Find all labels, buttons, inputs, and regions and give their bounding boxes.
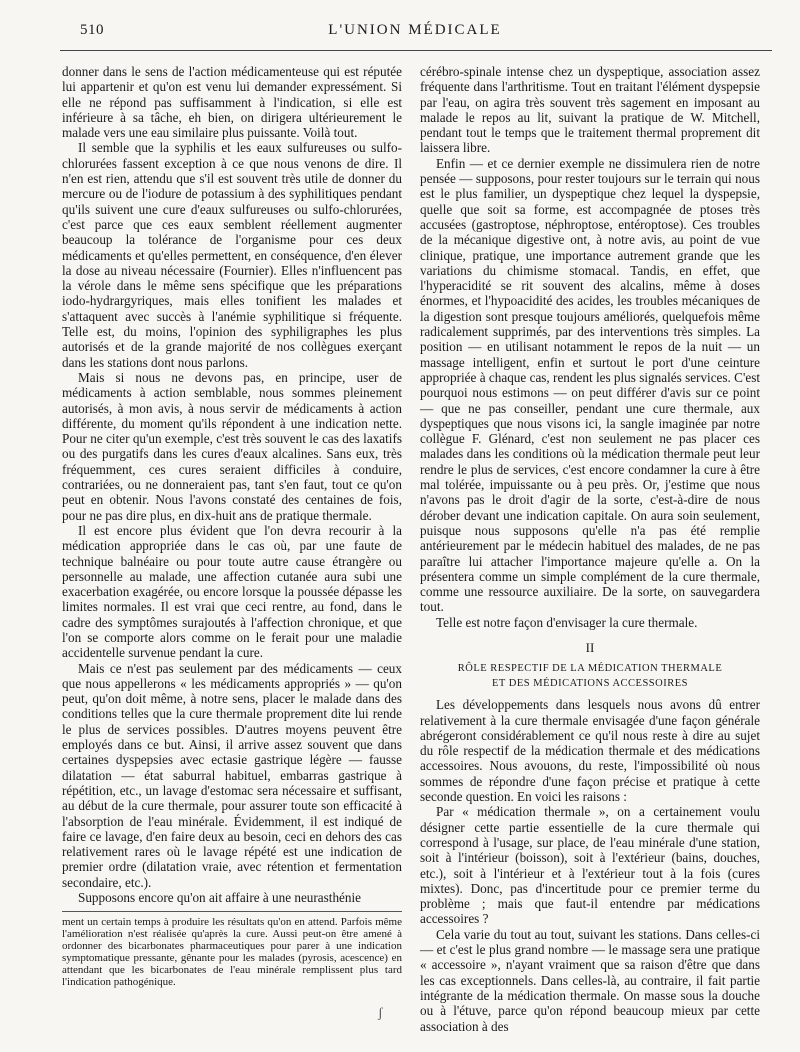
paragraph: Il semble que la syphilis et les eaux sulfureuses ou sulfo-chlorurées fassent exception à ce que nous venons de dire. Il n'en est rien, attendu que s'il est souvent très utile de donner du mercure ou de l'iodure de potassium à des syphilitiques pendant qu'ils suivent une cure d'eaux sulfureuses ou sulfo-chlorurées, c'est parce que ces eaux semblent réellement augmenter beaucoup la tolérance de l'organisme pour ces deux médicaments et qu'elles permettent, en conséquence, d'en élever la dose au niveau nécessaire (Fournier). Elles n'influencent pas la vérole dans le même sens spécifique que les préparations iodo-hydrargyriques, mais elles tonifient les malades et s'attaquent avec succès à l'anémie syphilitique si fréquente. Telle est, du moins, l'opinion des syphiligraphes les plus autorisés et de la grande majorité de nos collègues exerçant dans les stations dont nous parlons. xyxy=(62,140,402,370)
section-title-line: RÔLE RESPECTIF DE LA MÉDICATION THERMALE xyxy=(457,663,723,675)
section-title xyxy=(420,661,760,691)
paragraph: donner dans le sens de l'action médicamenteuse qui est réputée lui appartenir et qu'on est venu lui demander expressément. Si elle ne répond pas suffisamment à l'indication, si elle est inférieure à sa tâche, eh bien, on dirigera ultérieurement le malade vers une eau similaire plus puissante. Voilà tout. xyxy=(62,64,402,141)
section-title-line: ET DES MÉDICATIONS ACCESSOIRES xyxy=(492,678,688,690)
footnote: ment un certain temps à produire les résultats qu'on en attend. Parfois même l'amélioration n'est réalisée qu'après la cure. Aussi peut-on être amené à ordonner des bicarbonates pharmaceutiques pour parer à une indication symptomatique pressante, gênante pour les malades (pyrosis, acescence) en attendant que les bicarbonates de l'eau minérale remplissent plus tard l'indication pathogénique. xyxy=(62,916,402,989)
paragraph: Par « médication thermale », on a certainement voulu désigner cette partie essentielle de la cure thermale qui correspond à l'usage, sur place, de l'eau minérale d'une station, soit à l'intérieur (boisson), soit à l'extérieur (bains, douches, etc.), soit à l'intérieur et à l'extérieur tout à la fois (cures mixtes). Donc, pas d'incertitude pour ce premier terme du problème ; mais que faut-il entendre par médications accessoires ? xyxy=(420,804,760,927)
header-rule xyxy=(60,50,772,51)
paragraph: cérébro-spinale intense chez un dyspeptique, association assez fréquente dans l'arthritisme. Tout en traitant l'élément dyspepsie par l'eau, on agira très souvent très sagement en imposant au malade le repos au lit, suivant la pratique de W. Mitchell, pendant tout le temps que le traitement thermal proprement dit laissera libre. xyxy=(420,64,760,156)
page-header xyxy=(60,22,770,46)
right-column xyxy=(420,64,760,1034)
paragraph: Cela varie du tout au tout, suivant les stations. Dans celles-ci — et c'est le plus grand nombre — le massage sera une pratique « accessoire », n'ayant vraiment que sa raison d'être que dans les cas exceptionnels. Dans celles-là, au contraire, il fait partie intégrante de la médication thermale. On masse sous la douche ou à l'étuve, parce qu'on répond beaucoup mieux par cette association à des xyxy=(420,926,760,1034)
section-number: II xyxy=(585,639,595,655)
paragraph: Supposons encore qu'on ait affaire à une neurasthénie xyxy=(78,890,362,906)
paragraph: Mais ce n'est pas seulement par des médicaments — ceux que nous appellerons « les médicaments appropriés » — qu'on peut, qu'on doit même, à notre sens, placer le malade dans des conditions telles que la cure thermale proprement dite lui rende le plus de services possibles. D'autres moyens peuvent être employés dans ce but. Ainsi, il arrive assez souvent que dans certaines dyspepsies avec ectasie gastrique légère — fausse dilatation — état saburral habituel, embarras gastrique à répétition, etc., un lavage d'estomac sera nécessaire et suffisant, au début de la cure thermale, pour assurer toute son efficacité à l'absorption de l'eau minérale. Évidemment, il est indiqué de faire ce lavage, d'en faire deux au besoin, ceci en dehors des cas relativement rares où le lavage répété est une indication de premier ordre (dilatation vraie, avec rétention et fermentation secondaire, etc.). xyxy=(62,660,402,890)
left-column xyxy=(62,64,402,988)
paragraph: Les développements dans lesquels nous avons dû entrer relativement à la cure thermale envisagée d'une façon générale abrégeront considérablement ce qu'il nous reste à dire au sujet du rôle respectif de la médication thermale et des médications accessoires. Nous avouons, du reste, l'impossibilité où nous sommes de répondre d'une façon précise et pratique à cette seconde question. En voici les raisons : xyxy=(420,697,760,805)
stray-ink-mark: ʃ xyxy=(378,1006,383,1021)
paragraph: Il est encore plus évident que l'on devra recourir à la médication appropriée dans le cas où, par une faute de technique balnéaire ou pour toute autre cause étrangère ou personnelle au malade, une affection cutanée aura subi une exacerbation exagérée, ou encore lorsque la poussée dépasse les limites normales. Il est vrai que ceci rentre, au fond, dans le cadre des symptômes surajoutés à l'affection chronique, et que l'on se comporte alors comme on le ferait pour une maladie accidentelle survenue pendant la cure. xyxy=(62,522,402,661)
paragraph: Enfin — et ce dernier exemple ne dissimulera rien de notre pensée — supposons, pour rester toujours sur le terrain qui nous est le plus familier, un dyspeptique chez lequel la dyspepsie, quelle que soit sa forme, est accompagnée de ptoses très accusées (gastroptose, néphroptose, entéroptose). Ces troubles de la mécanique digestive ont, à notre avis, au point de vue clinique, pratique, une importance autrement grande que les variations du chimisme stomacal. Tandis, en effet, que l'hyperacidité se rit souvent des alcalins, même à doses énormes, et l'hypoacidité des acides, les troubles mécaniques de la digestion sont presque toujours améliorés, quelquefois même radicalement supprimés, par des interventions très simples. La position — en utilisant notamment le repos de la nuit — un massage intelligent, enfin et surtout le port d'une ceinture appropriée à chaque cas, rendent les plus signalés services. C'est pourquoi nous estimons — on peut différer d'avis sur ce point — que ne pas conseiller, pendant une cure thermale, aux dyspeptiques que nous visons ici, la sangle imaginée par notre collègue F. Glénard, c'est non seulement ne pas placer ces malades dans les conditions où la médication thermale peut leur rendre le plus de services, c'est encore condamner la cure à être mal tolérée, impuissante ou à peu près. Or, j'estime que nous n'avons pas le droit d'agir de la sorte, c'est-à-dire de nous dérober devant une indication capitale. On aura soin seulement, puisque nous supposons qu'elle n'a pas été remplie antérieurement par le médecin habituel des malades, de ne pas paraître lui attacher l'importance majeure qu'elle a. On la présentera comme un simple complément de la cure thermale, comme une ressource auxiliaire. De la sorte, on sauvegardera tout. xyxy=(420,155,760,615)
paragraph: Telle est notre façon d'envisager la cure thermale. xyxy=(436,614,698,630)
footnote-rule xyxy=(62,911,402,912)
journal-title: L'UNION MÉDICALE xyxy=(328,22,502,38)
page-number: 510 xyxy=(80,22,104,38)
paragraph: Mais si nous ne devons pas, en principe, user de médicaments à action semblable, nous sommes pleinement autorisés, à mon avis, à nous servir de médicaments à action différente, du moment qu'ils répondent à une indication nette. Pour ne citer qu'un exemple, c'est très souvent le cas des laxatifs ou des purgatifs dans les cures d'eaux alcalines. Sans eux, très fréquemment, ces cures seraient difficiles à conduire, contrariées, ou ne donneraient pas, tant s'en faut, tout ce qu'on peut en obtenir. Nous l'avons constaté des centaines de fois, pour ne pas dire plus, en dix-huit ans de pratique thermale. xyxy=(62,369,402,523)
